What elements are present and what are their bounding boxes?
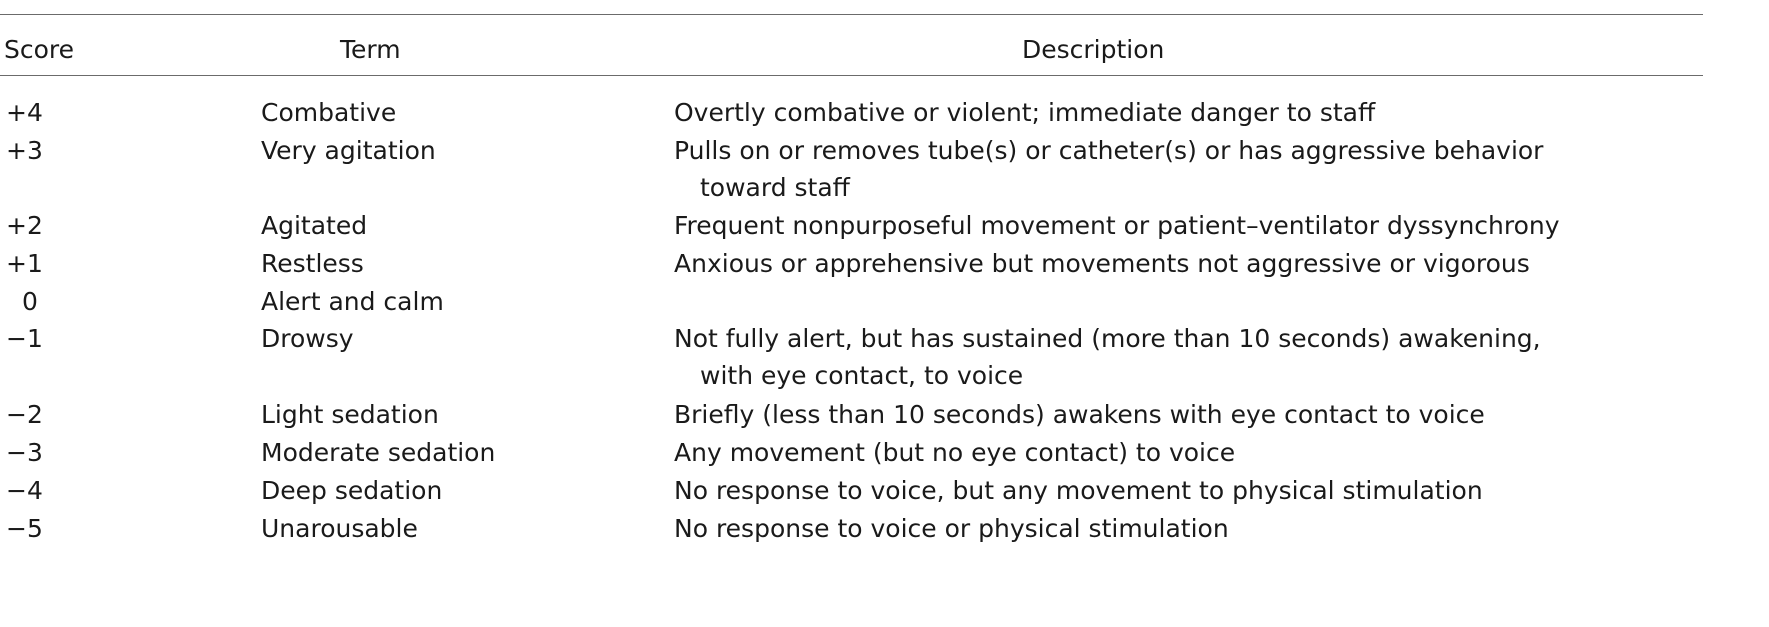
description-continuation-line: toward staff [700,173,850,202]
description-line: No response to voice, but any movement to physical stimulation [674,476,1483,505]
header-score: Score [4,35,75,64]
description-line: Briefly (less than 10 seconds) awakens with eye contact to voice [674,400,1485,429]
term-cell: Combative [261,98,397,127]
description-line: Not fully alert, but has sustained (more than 10 seconds) awakening, [674,324,1541,353]
score-cell: +1 [6,249,43,278]
description-cell [674,94,1704,131]
description-cell [674,245,1704,282]
term-cell: Alert and calm [261,287,444,316]
term-cell: Moderate sedation [261,438,496,467]
table-top-rule [0,14,1703,15]
description-cell [674,207,1704,244]
score-cell: +4 [6,98,43,127]
header-description: Description [1022,35,1165,64]
description-cell [674,132,1704,206]
description-cell [674,396,1704,433]
description-line: Any movement (but no eye contact) to voice [674,438,1236,467]
term-cell: Drowsy [261,324,354,353]
score-cell: −3 [6,438,43,467]
score-cell: −1 [6,324,43,353]
description-cell [674,510,1704,547]
header-term: Term [340,35,401,64]
description-line: Anxious or apprehensive but movements not aggressive or vigorous [674,249,1530,278]
description-cell [674,320,1704,394]
description-line: Frequent nonpurposeful movement or patient–ventilator dyssynchrony [674,211,1560,240]
score-cell: +3 [6,136,43,165]
description-cell [674,434,1704,471]
term-cell: Restless [261,249,364,278]
description-line: Overtly combative or violent; immediate danger to staff [674,98,1376,127]
score-cell: −4 [6,476,43,505]
term-cell: Light sedation [261,400,439,429]
description-continuation-line: with eye contact, to voice [700,361,1024,390]
score-cell: −5 [6,514,43,543]
table-header-rule [0,75,1703,76]
term-cell: Unarousable [261,514,418,543]
description-line: No response to voice or physical stimulation [674,514,1229,543]
term-cell: Agitated [261,211,368,240]
score-cell: −2 [6,400,43,429]
description-cell [674,472,1704,509]
term-cell: Very agitation [261,136,436,165]
score-cell: +2 [6,211,43,240]
term-cell: Deep sedation [261,476,443,505]
description-line: Pulls on or removes tube(s) or catheter(s) or has aggressive behavior [674,136,1544,165]
score-cell: 0 [22,287,38,316]
